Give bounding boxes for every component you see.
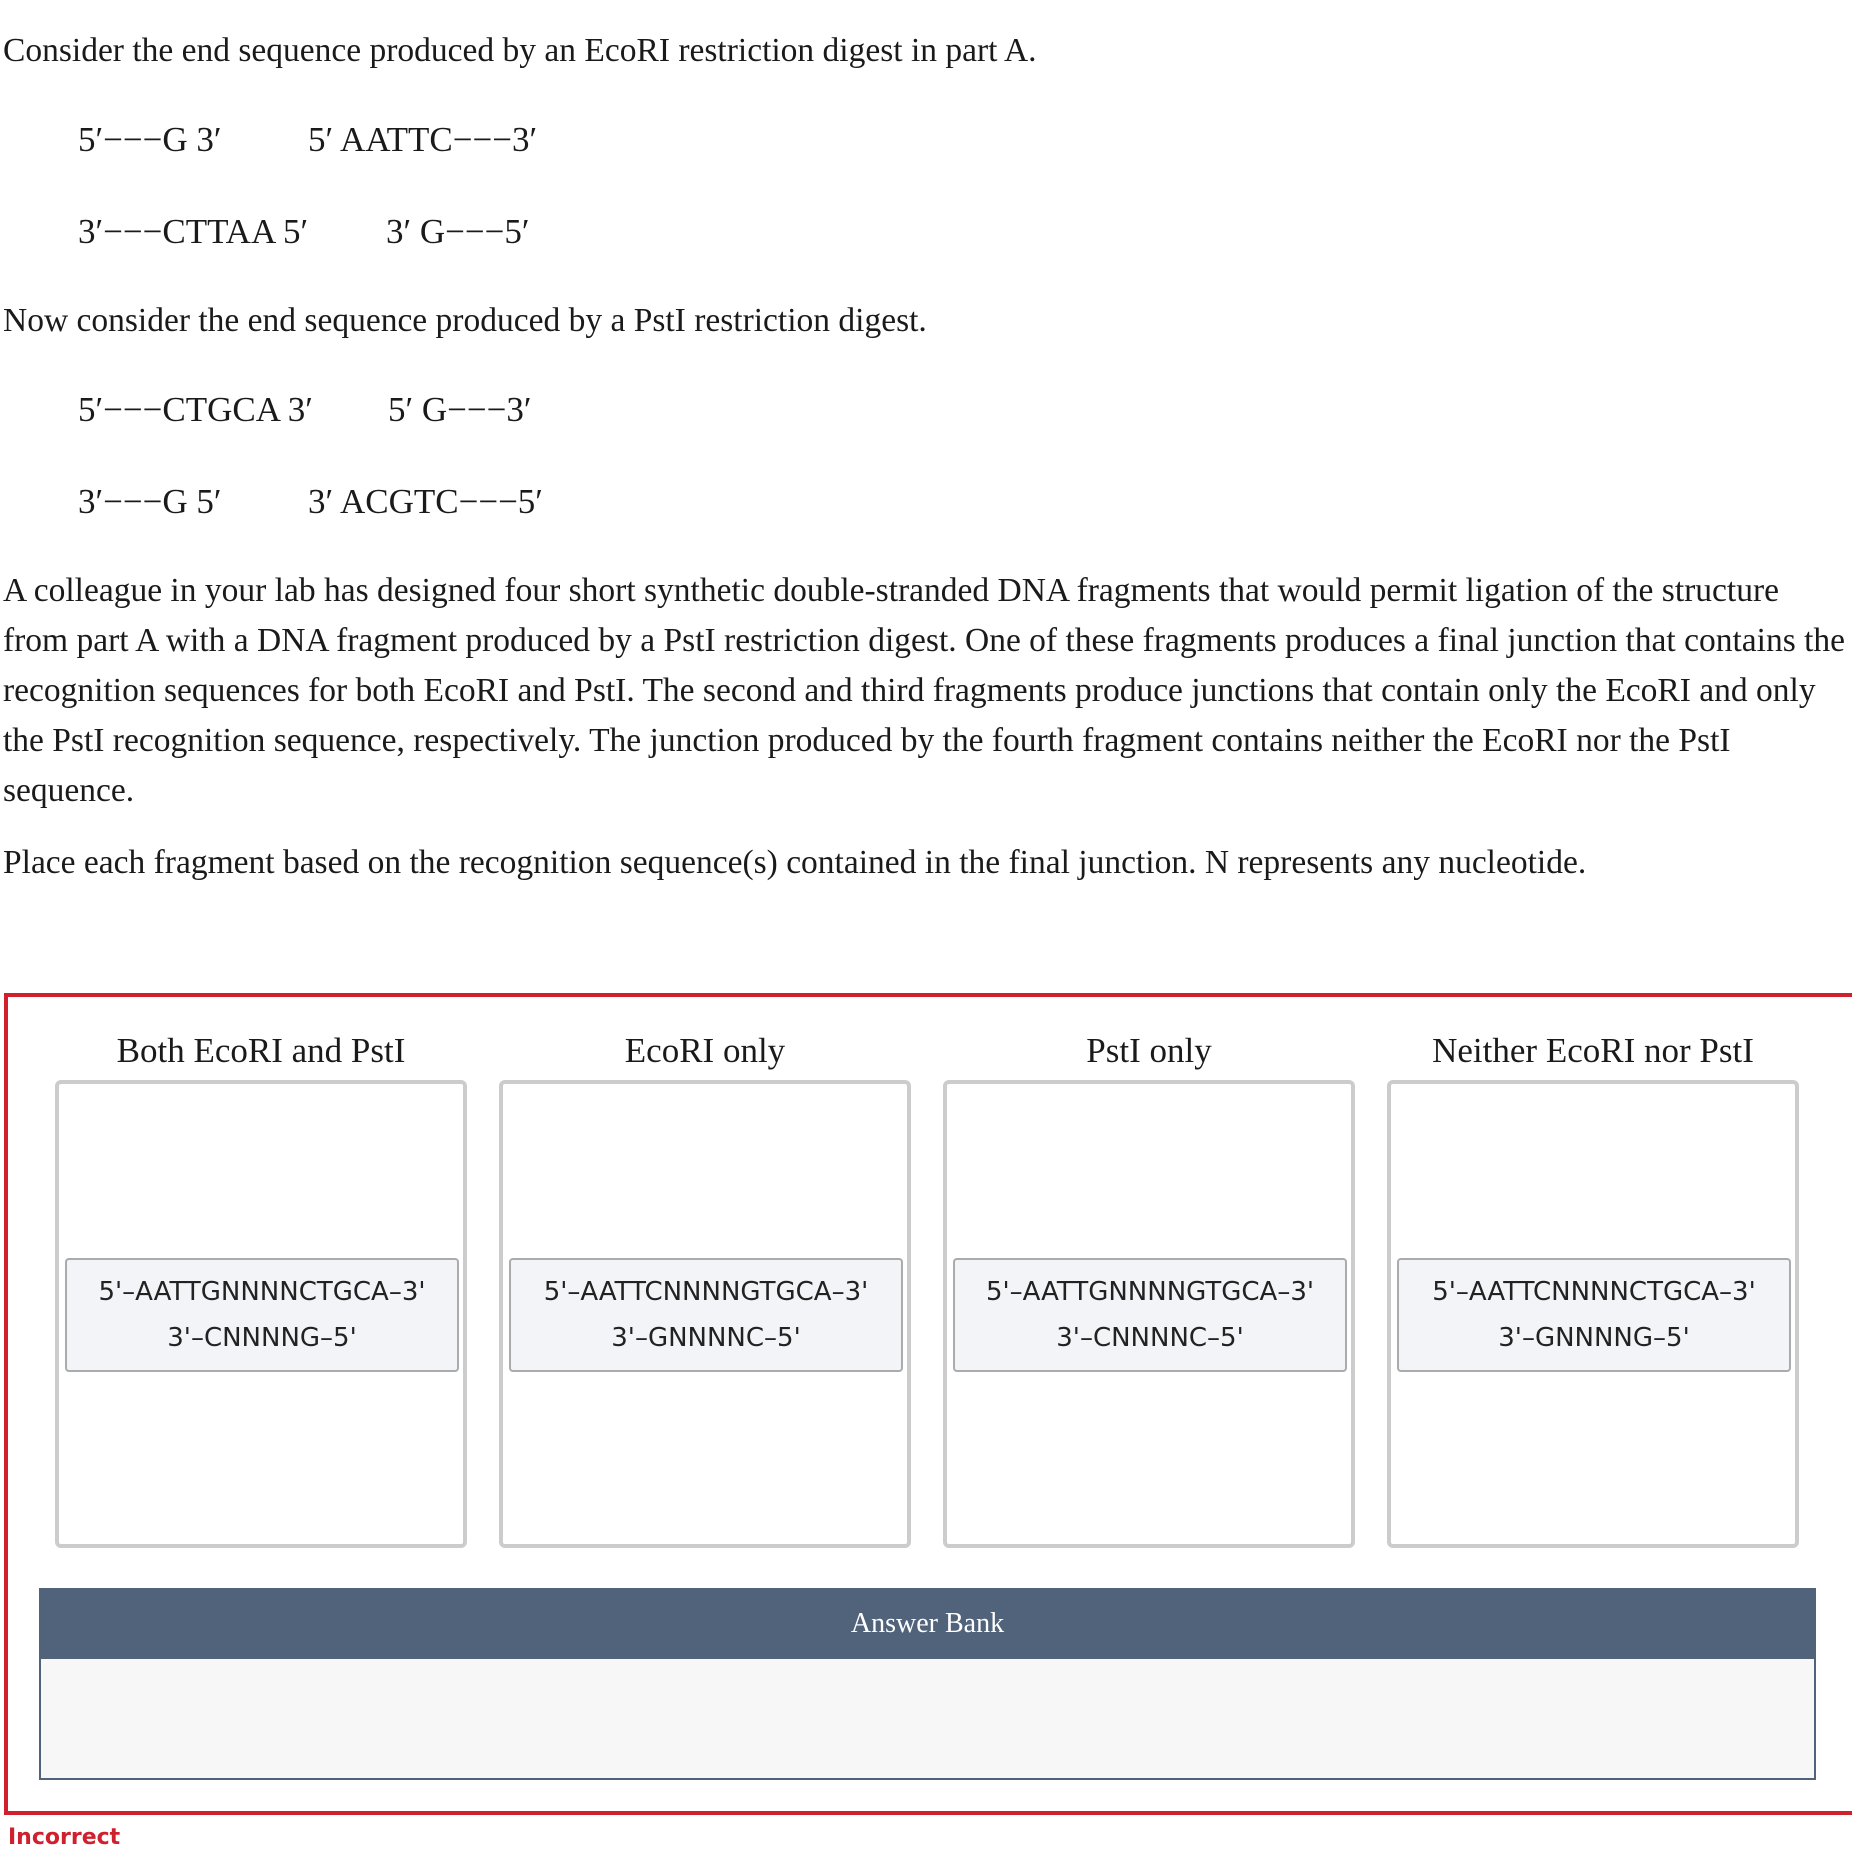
ecori-right-bottom-strand: 3′ G−−−5′ — [386, 212, 530, 251]
psti-left-bottom-strand: 3′−−−G 5′ — [78, 482, 222, 521]
fragment-top-strand: 5'–AATTCNNNNCTGCA–3' — [1432, 1277, 1756, 1307]
ecori-left-bottom-strand: 3′−−−CTTAA 5′ — [78, 212, 309, 251]
psti-right-top-strand: 5′ G−−−3′ — [388, 390, 532, 429]
fragment-bottom-strand: 3'–CNNNNG–5' — [167, 1323, 357, 1353]
answer-bank-drop-zone[interactable] — [39, 1659, 1816, 1780]
drop-zone-both[interactable] — [55, 1080, 467, 1548]
psti-intro-text: Now consider the end sequence produced by a PstI restriction digest. — [3, 302, 927, 339]
fragment-tile[interactable] — [953, 1258, 1347, 1372]
fragment-top-strand: 5'–AATTCNNNNGTGCA–3' — [543, 1277, 869, 1307]
ecori-right-top-strand: 5′ AATTC−−−3′ — [308, 120, 538, 159]
category-label-both: Both EcoRI and PstI — [116, 1031, 406, 1070]
fragment-bottom-strand: 3'–GNNNNG–5' — [1498, 1323, 1690, 1353]
psti-left-top-strand: 5′−−−CTGCA 3′ — [78, 390, 313, 429]
fragment-tile[interactable] — [509, 1258, 903, 1372]
fragment-bottom-strand: 3'–GNNNNC–5' — [611, 1323, 801, 1353]
category-label-psti-only: PstI only — [1086, 1031, 1212, 1070]
answer-bank-header: Answer Bank — [39, 1588, 1816, 1659]
fragment-tile[interactable] — [1397, 1258, 1791, 1372]
drop-zone-ecori-only[interactable] — [499, 1080, 911, 1548]
fragment-top-strand: 5'–AATTGNNNNCTGCA–3' — [98, 1277, 426, 1307]
instruction-text: Place each fragment based on the recognition sequence(s) contained in the final junction. N represents any nucleotide. — [3, 844, 1587, 881]
fragment-top-strand: 5'–AATTGNNNNGTGCA–3' — [985, 1277, 1315, 1307]
category-label-neither: Neither EcoRI nor PstI — [1432, 1031, 1754, 1070]
intro-text: Consider the end sequence produced by an EcoRI restriction digest in part A. — [3, 32, 1037, 69]
psti-right-bottom-strand: 3′ ACGTC−−−5′ — [308, 482, 543, 521]
drop-zone-neither[interactable] — [1387, 1080, 1799, 1548]
status-message: Incorrect — [8, 1825, 121, 1850]
fragment-bottom-strand: 3'–CNNNNC–5' — [1056, 1323, 1244, 1353]
drop-zone-psti-only[interactable] — [943, 1080, 1355, 1548]
problem-paragraph: A colleague in your lab has designed four short synthetic double-stranded DNA fragments that would permit ligation of the structure from part A with a DNA fragment produced by a PstI restriction digest. One of these fragments produces a final junction that contains the recognition sequences for both EcoRI and PstI. The second and third fragments produce junctions that contain only the EcoRI and only the PstI recognition sequence, respectively. The junction produced by the fourth fragment contains neither the EcoRI nor the PstI sequence. — [3, 572, 1846, 809]
ecori-left-top-strand: 5′−−−G 3′ — [78, 120, 222, 159]
fragment-tile[interactable] — [65, 1258, 459, 1372]
category-label-ecori-only: EcoRI only — [624, 1031, 786, 1070]
